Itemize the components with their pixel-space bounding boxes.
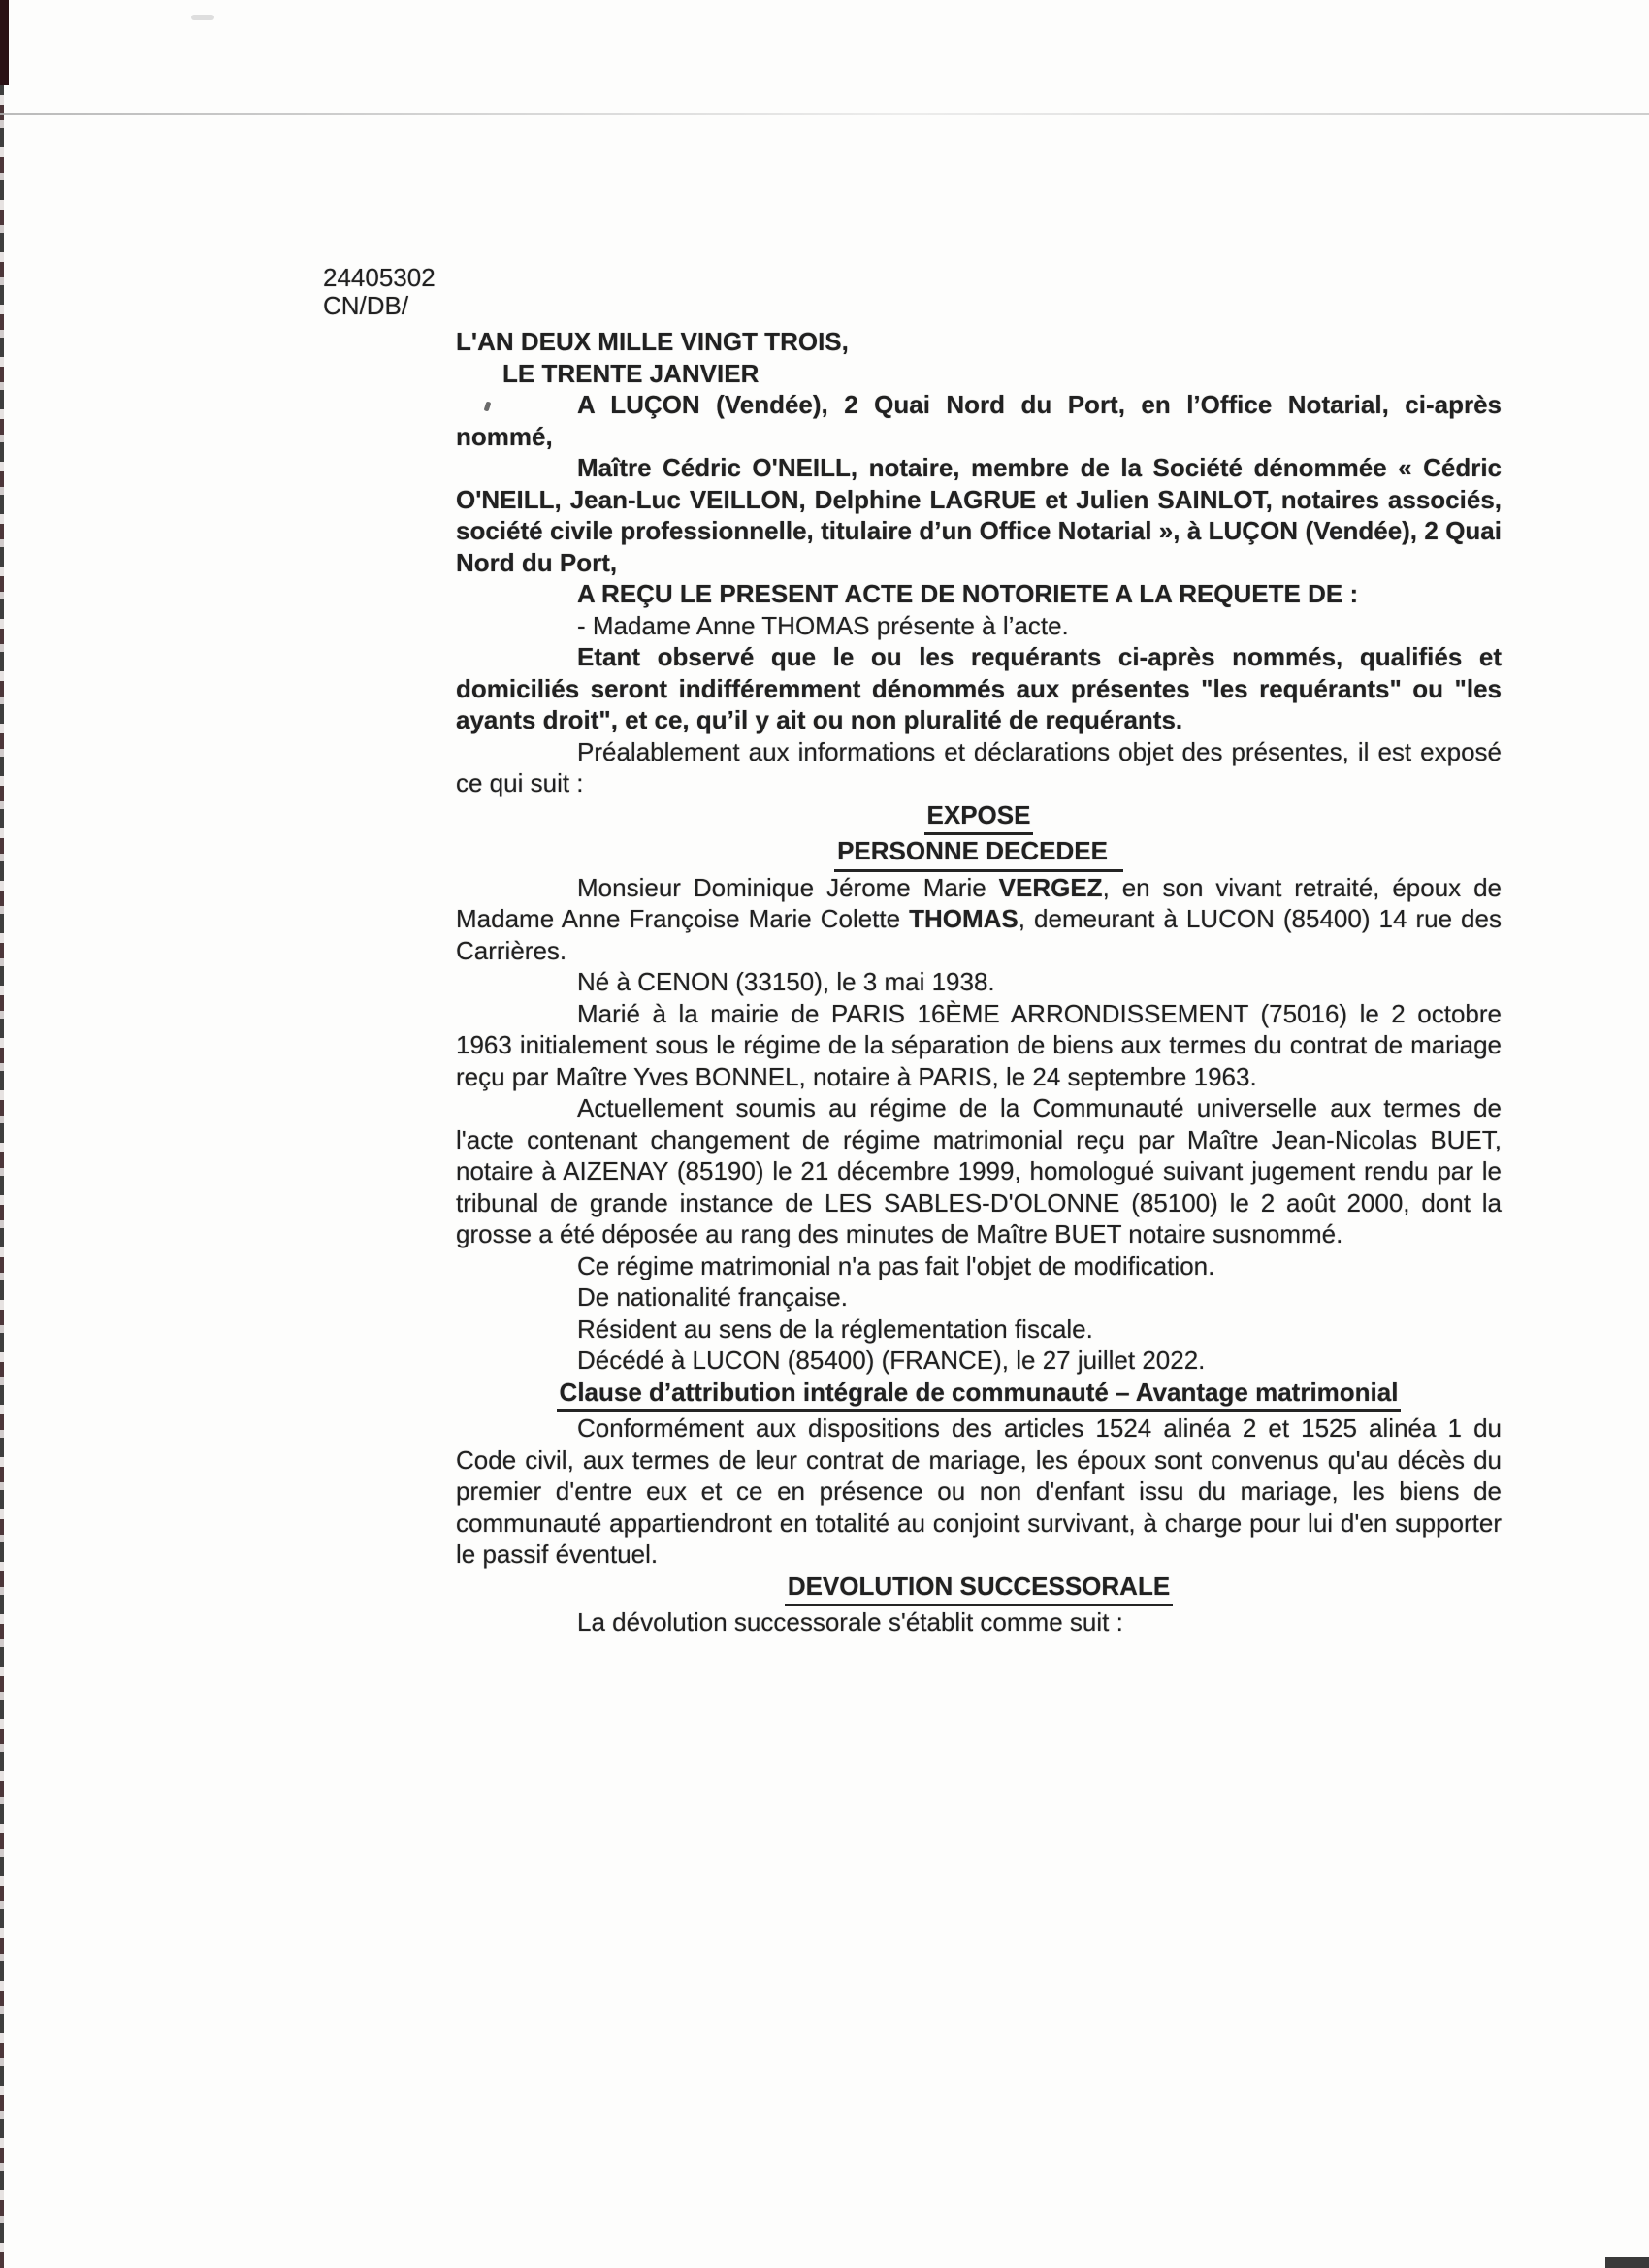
attribution-clause-paragraph: Conformément aux dispositions des articles 1524 alinéa 2 et 1525 alinéa 1 du Code civil, aux termes de leur contrat de mariage, les époux sont convenus qu'au décès du premier d'entre eux et ce en présence ou non d'enfant issu du mariage, les biens de communauté appartiendront en totalité au conjoint survivant, à charge pour lui d'en supporter le passif éventuel.	[456, 1413, 1502, 1569]
identity-middle: , en son vivant retraité, époux de Madame Anne Françoise Marie Colette	[456, 872, 1503, 933]
preamble-paragraph: Préalablement aux informations et déclarations objet des présentes, il est exposé ce qui suit :	[456, 736, 1502, 797]
deceased-title: PERSONNE DECEDEE	[834, 835, 1123, 872]
act-date-line: LE TRENTE JANVIER	[502, 358, 760, 388]
attribution-clause-heading	[456, 1377, 1502, 1413]
devolution-intro-line: La dévolution successorale s'établit comme suit :	[577, 1607, 1123, 1636]
notary-office-paragraph: Maître Cédric O'NEILL, notaire, membre de la Société dénommée « Cédric O'NEILL, Jean-Luc VEILLON, Delphine LAGRUE et Julien SAINLOT, notaires associés, société civile professionnelle, titulaire d’un Office Notarial », à LUÇON (Vendée), 2 Quai Nord du Port,	[456, 453, 1502, 577]
requester-line: - Madame Anne THOMAS présente à l’acte.	[577, 610, 1069, 640]
act-year-line: L'AN DEUX MILLE VINGT TROIS,	[456, 327, 849, 356]
marriage-paragraph: Marié à la mairie de PARIS 16ÈME ARRONDISSEMENT (75016) le 2 octobre 1963 initialement sous le régime de la séparation de biens aux termes du contrat de mariage reçu par Maître Yves BONNEL, notaire à PARIS, le 24 septembre 1963.	[456, 998, 1502, 1091]
top-smudge-artifact	[191, 15, 214, 20]
clerk-initials: CN/DB/	[323, 291, 409, 320]
left-edge-scan-artifact	[0, 0, 4, 2268]
expose-section-heading	[456, 799, 1502, 836]
attribution-clause-title: Clause d’attribution intégrale de communauté – Avantage matrimonial	[557, 1377, 1402, 1413]
bottom-right-scan-mark	[1605, 2257, 1649, 2268]
deceased-surname: VERGEZ	[998, 872, 1103, 902]
birth-line: Né à CENON (33150), le 3 mai 1938.	[577, 967, 995, 996]
devolution-title: DEVOLUTION SUCCESSORALE	[785, 1571, 1173, 1607]
fiscal-residence-line: Résident au sens de la réglementation fiscale.	[577, 1313, 1093, 1344]
observation-paragraph: Etant observé que le ou les requérants ci-après nommés, qualifiés et domiciliés seront indifféremment dénommés aux présentes "les requérants" ou "les ayants droit", et ce, qu’il y ait ou non pluralité de requérants.	[456, 642, 1502, 734]
matrimonial-regime-paragraph: Actuellement soumis au régime de la Communauté universelle aux termes de l'acte contenant changement de régime matrimonial reçu par Maître Jean-Nicolas BUET, notaire à AIZENAY (85190) le 21 décembre 1999, homologué suivant jugement rendu par le tribunal de grande instance de LES SABLES-D'OLONNE (85100) le 2 août 2000, dont la grosse a été déposée au rang des minutes de Maître BUET notaire susnommé.	[456, 1093, 1502, 1248]
dossier-number: 24405302	[323, 263, 436, 292]
top-left-corner-scan-mark	[0, 0, 9, 85]
devolution-section-heading	[456, 1571, 1502, 1607]
regime-note-line: Ce régime matrimonial n'a pas fait l'objet de modification.	[577, 1250, 1215, 1280]
act-location-paragraph: A LUÇON (Vendée), 2 Quai Nord du Port, en l’Office Notarial, ci-après nommé,	[456, 390, 1502, 451]
deceased-section-heading	[456, 835, 1502, 872]
recital-heading: A REÇU LE PRESENT ACTE DE NOTORIETE A LA REQUETE DE :	[577, 579, 1359, 608]
deceased-identity-paragraph	[456, 872, 1502, 967]
horizontal-scan-line-artifact	[0, 113, 1649, 115]
expose-title: EXPOSE	[924, 799, 1034, 836]
death-line: Décédé à LUCON (85400) (FRANCE), le 27 juillet 2022.	[577, 1345, 1206, 1375]
spouse-surname: THOMAS	[909, 904, 1018, 933]
nationality-line: De nationalité française.	[577, 1282, 848, 1312]
act-body	[456, 326, 1502, 1638]
identity-prefix: Monsieur Dominique Jérome Marie	[577, 872, 999, 902]
dossier-reference-block	[323, 264, 436, 320]
identity-suffix: , demeurant à LUCON (85400) 14 rue des Carrières.	[456, 904, 1502, 965]
